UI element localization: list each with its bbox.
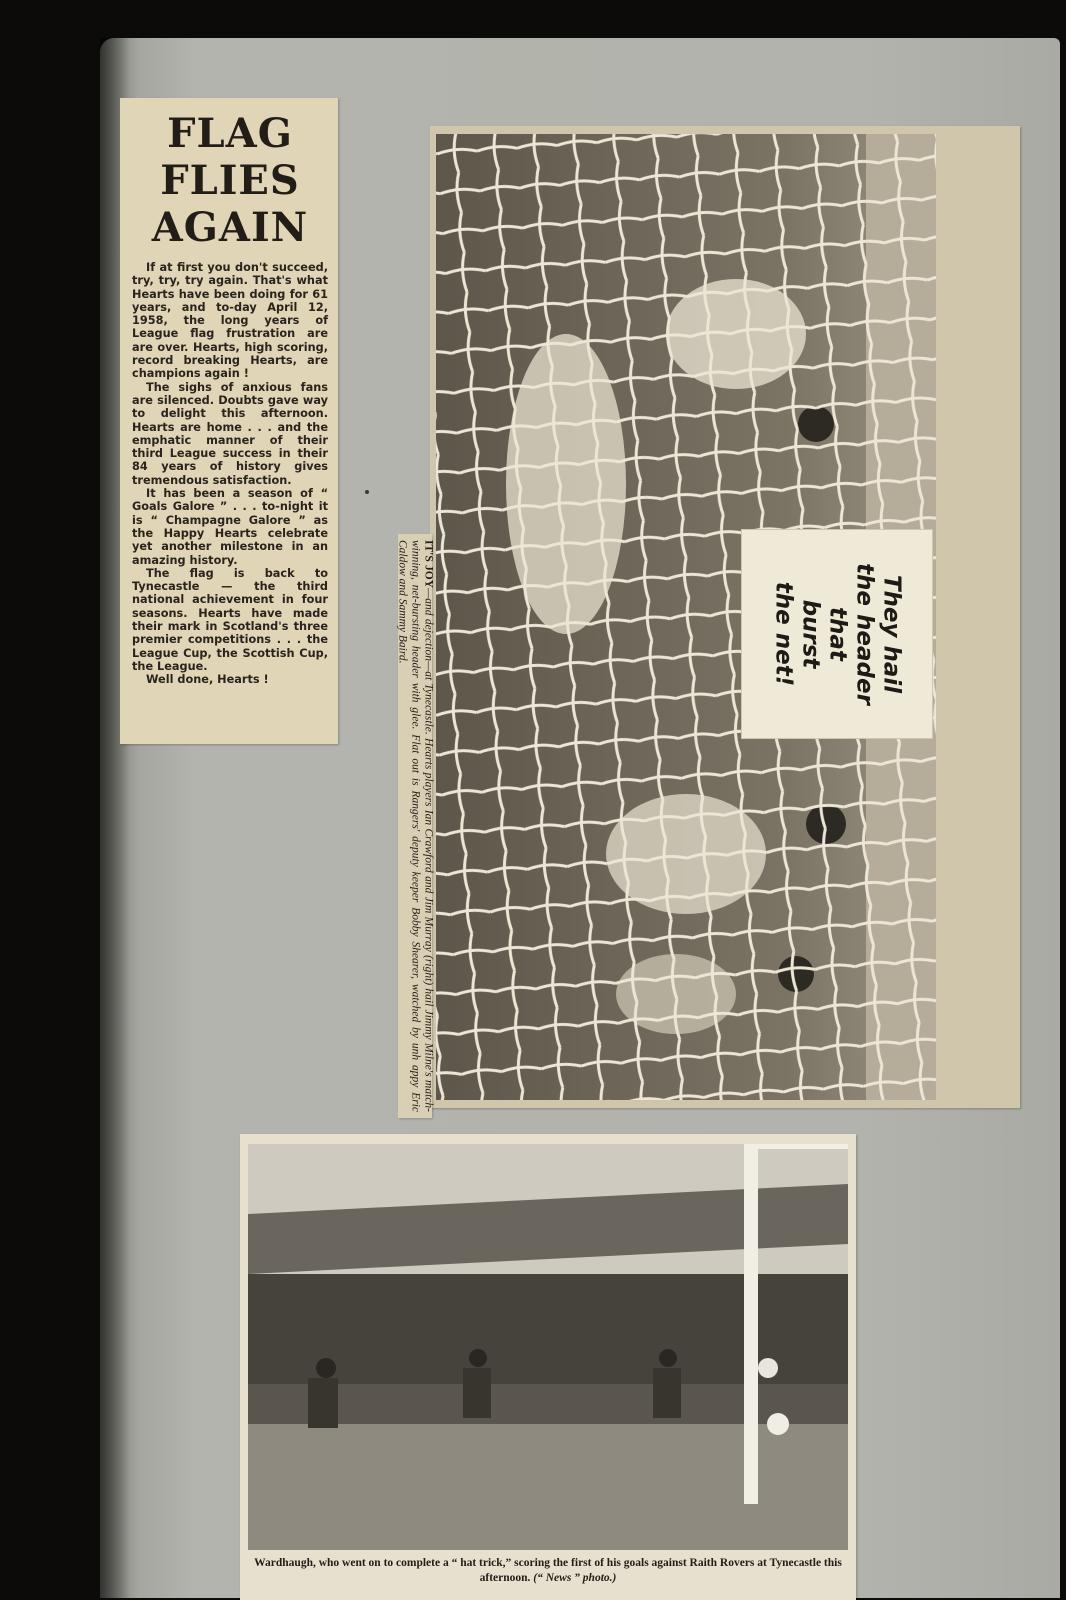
caption-main: Wardhaugh, who went on to complete a “ hat trick,” scoring the first of his goals against Raith Rovers at Tynecastle this afternoon.	[254, 1557, 842, 1584]
caption-credit: (“ News ” photo.)	[533, 1572, 617, 1584]
article-paragraph: Well done, Hearts !	[146, 673, 269, 687]
photo-headline-box	[742, 530, 932, 738]
newspaper-clipping-flag-flies-again	[120, 98, 338, 744]
headline-line: the header	[851, 563, 878, 705]
article-paragraph: The sighs of anxious fans are silenced. Doubts gave way to delight this afternoon. Hearts are home . . . and the emphatic manner of their third League success in their 84 years of history gives tremendous satisfaction.	[132, 380, 328, 487]
newspaper-clipping-hat-trick	[240, 1134, 856, 1600]
paper-speck	[365, 490, 369, 494]
headline-line: FLAG	[167, 110, 293, 157]
clipping-headline	[132, 110, 328, 251]
headline-line: FLIES	[160, 157, 300, 204]
caption-body: —and dejection—at Tynecastle. Hearts players Ian Crawford and Jim Murray (right) hail Jimmy Milne's match-winning, net-bursting header with glee. Flat out is Rangers' deputy keeper Bobby Shearer, watched by unh appy Eric Caldow and Sammy Baird.	[396, 540, 435, 1112]
photo-caption	[396, 540, 435, 1112]
headline-line: burst	[797, 599, 824, 669]
article-paragraph: The flag is back to Tynecastle — the third national achievement in four seasons. Hearts have made their mark in Scotland's three premier competitions . . . the League Cup, the Scottish Cup, the League.	[132, 566, 328, 673]
headline-line: that	[824, 607, 851, 661]
article-paragraph: If at first you don't succeed, try, try, try again. That's what Hearts have been doing for 61 years, and to-day April 12, 1958, the long years of League flag frustration are are over. Hearts, high scoring, record breaking Hearts, are champions again !	[132, 261, 328, 381]
headline-line: the net!	[770, 581, 797, 687]
caption-lead: IT'S JOY	[422, 540, 435, 589]
headline-line: AGAIN	[151, 204, 309, 251]
headline-line: They hail	[878, 574, 905, 694]
tynecastle-match-photo	[248, 1144, 848, 1550]
article-paragraph: It has been a season of “ Goals Galore ” . . . to-night it is “ Champagne Galore ” as the Happy Hearts celebrate yet another milestone in an amazing history.	[132, 487, 328, 567]
photo-headline	[770, 539, 905, 729]
photo-caption-strip	[396, 534, 435, 1118]
clipping-article-body	[132, 261, 328, 687]
hat-trick-caption	[250, 1556, 846, 1586]
